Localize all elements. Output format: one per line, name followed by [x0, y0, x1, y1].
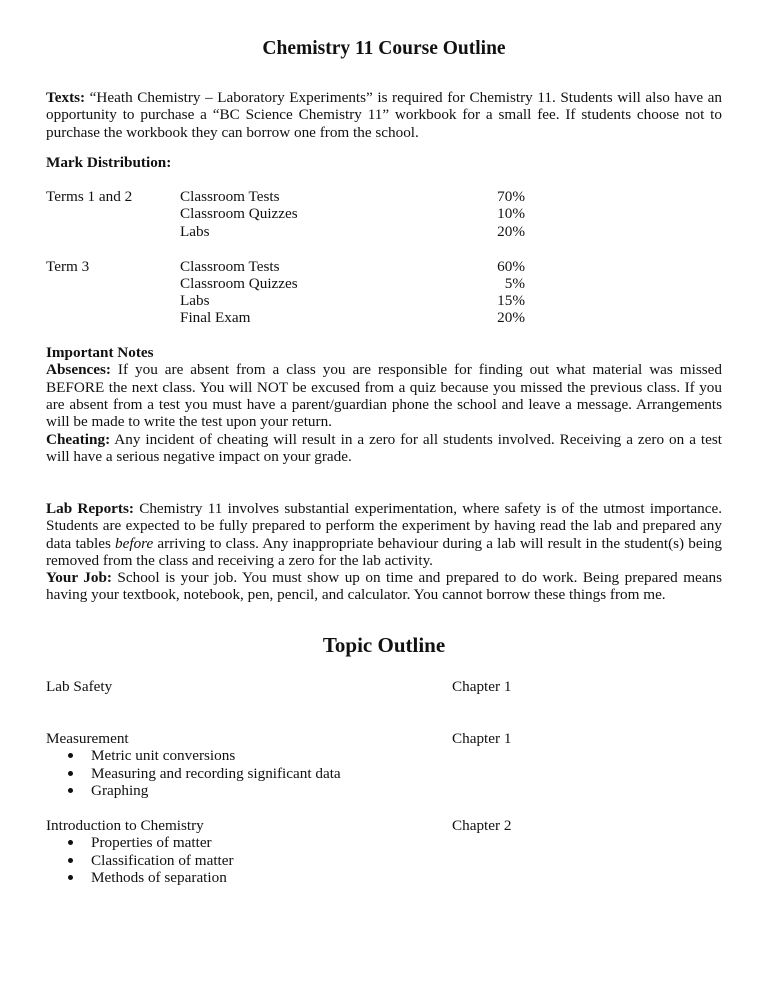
topic-name: Lab Safety: [46, 678, 113, 695]
texts-body: “Heath Chemistry – Laboratory Experiments” is required for Chemistry 11. Students will also have an opportunity to purchase a “BC Science Chemistry 11” workbook for a small fee. If students choose not to purchase the workbook they can borrow one from the school.: [46, 89, 722, 141]
mark-row: [46, 258, 546, 275]
cheating-label: Cheating:: [46, 431, 111, 448]
mark-row: [46, 205, 546, 222]
mark-row: [46, 188, 546, 205]
page-title: Chemistry 11 Course Outline: [262, 38, 506, 59]
bullet-icon: [68, 858, 73, 863]
mark-item: Classroom Quizzes: [180, 205, 298, 223]
absences-body: If you are absent from a class you are responsible for finding out what material was missed BEFORE the next class. You will NOT be excused from a quiz because you missed the previous class. If you are absent from a test you must have a parent/guardian phone the school and leave a message. Arrangements will be made to write the test upon your return.: [46, 361, 722, 431]
mark-item: Final Exam: [180, 309, 251, 327]
mark-row: [46, 292, 546, 309]
mark-row: [46, 275, 546, 292]
lab-reports-body-end: arriving to class. Any inappropriate behaviour during a lab will result in the student(s) being removed from the class and receiving a zero for the lab activity.: [46, 534, 722, 569]
mark-item: Labs: [180, 292, 210, 310]
absences-paragraph: [46, 361, 722, 430]
lab-reports-paragraph: [46, 500, 722, 569]
lab-reports-label: Lab Reports:: [46, 500, 134, 517]
bullet-icon: [68, 753, 73, 758]
topic-outline-heading: Topic Outline: [322, 633, 446, 657]
texts-paragraph: [46, 89, 722, 141]
term-label: Term 3: [46, 257, 90, 275]
bullet-icon: [68, 875, 73, 880]
important-notes-heading: Important Notes: [46, 344, 154, 361]
mark-percent: 70%: [497, 188, 525, 205]
bullet-icon: [68, 840, 73, 845]
bullet-icon: [68, 788, 73, 793]
topic-name: Introduction to Chemistry: [46, 817, 204, 834]
topic-chapter: Chapter 1: [452, 730, 512, 747]
texts-label: Texts:: [46, 89, 86, 106]
topic-chapter: Chapter 2: [452, 817, 512, 834]
mark-item: Labs: [180, 222, 210, 240]
mark-item: Classroom Tests: [180, 188, 280, 205]
mark-row: [46, 309, 546, 326]
mark-percent: 5%: [504, 274, 525, 292]
lab-reports-emphasis: before: [115, 534, 154, 552]
mark-percent: 20%: [497, 222, 525, 240]
topic-name: Measurement: [46, 730, 129, 747]
term-label: Terms 1 and 2: [46, 188, 133, 205]
lab-reports-body: Chemistry 11 involves substantial experimentation, where safety is of the utmost importance. Students are expected to be fully prepared to perform the experiment by having read the lab and prepared any data tables: [46, 500, 722, 552]
mark-percent: 60%: [497, 257, 525, 275]
mark-percent: 15%: [497, 292, 525, 310]
your-job-paragraph: [46, 569, 722, 604]
your-job-body: School is your job. You must show up on time and prepared to do work. Being prepared means having your textbook, notebook, pen, pencil, and calculator. You cannot borrow these things from me.: [46, 569, 722, 604]
mark-distribution-heading: Mark Distribution:: [46, 154, 172, 171]
mark-row: [46, 223, 546, 240]
mark-item: Classroom Quizzes: [180, 274, 298, 292]
mark-item: Classroom Tests: [180, 257, 280, 275]
bullet-icon: [68, 771, 73, 776]
cheating-paragraph: [46, 431, 722, 466]
mark-percent: 10%: [497, 205, 525, 223]
your-job-label: Your Job:: [46, 569, 112, 586]
topic-chapter: Chapter 1: [452, 678, 512, 695]
mark-percent: 20%: [497, 309, 525, 327]
absences-label: Absences:: [46, 361, 111, 379]
cheating-body: Any incident of cheating will result in a zero for all students involved. Receiving a zero on a test will have a serious negative impact on your grade.: [46, 431, 722, 466]
